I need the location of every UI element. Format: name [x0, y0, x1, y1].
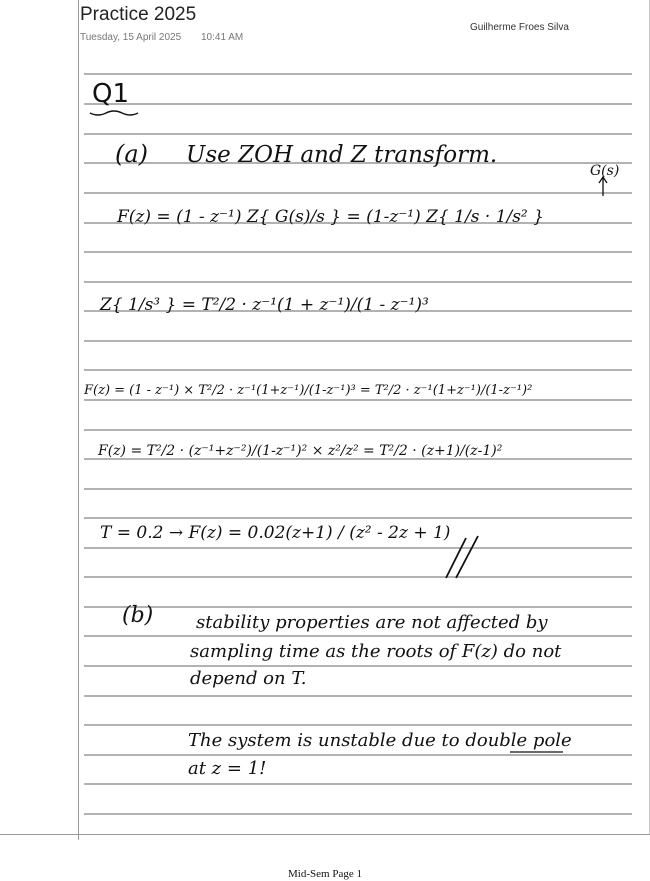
heading-underline [90, 111, 138, 115]
equation-line-5: T = 0.2 → F(z) = 0.02(z+1) / (z² - 2z + 1) [100, 523, 451, 543]
answer-double-slash [446, 536, 478, 578]
heading-q1: Q1 [92, 79, 130, 109]
page-time: 10:41 AM [201, 32, 244, 43]
equation-line-3: F(z) = (1 - z⁻¹) × T²/2 · z⁻¹(1+z⁻¹)/(1-z⁻¹)³ = T²/2 · z⁻¹(1+z⁻¹)/(1-z⁻¹)² [84, 383, 533, 398]
part-b-label: (b) [122, 603, 154, 628]
part-a-instruction: Use ZOH and Z transform. [186, 142, 498, 168]
part-b-line-4: The system is unstable due to double pole [188, 730, 572, 751]
equation-line-4: F(z) = T²/2 · (z⁻¹+z⁻²)/(1-z⁻¹)² × z²/z² = T²/2 · (z+1)/(z-1)² [98, 443, 503, 459]
equation-line-2: Z{ 1/s³ } = T²/2 · z⁻¹(1 + z⁻¹)/(1 - z⁻¹)³ [100, 295, 429, 315]
part-b-line-2: sampling time as the roots of F(z) do not [190, 641, 562, 662]
g-annotation: G(s) [590, 163, 620, 179]
part-b-line-5: at z = 1! [188, 758, 267, 779]
equation-line-1: F(z) = (1 - z⁻¹) Z{ G(s)/s } = (1-z⁻¹) Z{ 1/s · 1/s² } [117, 207, 544, 227]
page-footer: Mid-Sem Page 1 [288, 868, 362, 880]
part-b-line-3: depend on T. [190, 668, 307, 689]
page-date: Tuesday, 15 April 2025 [80, 32, 182, 43]
part-a-label: (a) [115, 140, 149, 168]
page-title[interactable]: Practice 2025 [80, 4, 197, 25]
part-b-line-1: stability properties are not affected by [196, 612, 548, 633]
author-name: Guilherme Froes Silva [470, 22, 569, 33]
